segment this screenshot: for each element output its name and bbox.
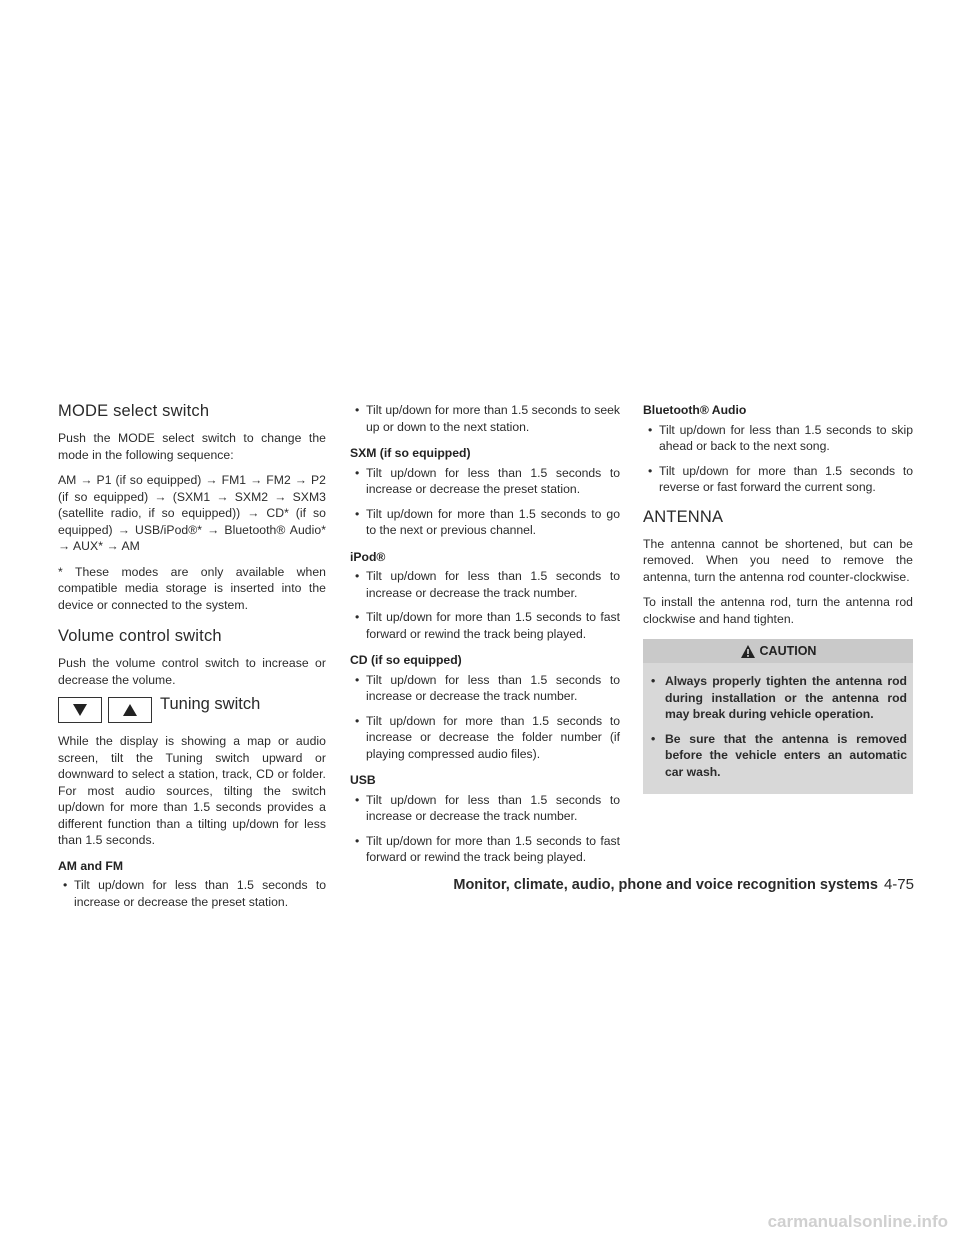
list-item: • Tilt up/down for less than 1.5 seconds to increase or decrease the track number.: [350, 568, 620, 601]
usb-subheading: USB: [350, 773, 376, 787]
usb-list: [350, 792, 620, 866]
list-item: • Tilt up/down for less than 1.5 seconds to increase or decrease the track number.: [350, 792, 620, 825]
caution-label: CAUTION: [759, 644, 817, 658]
list-item: • Tilt up/down for more than 1.5 seconds to seek up or down to the next station.: [350, 402, 620, 435]
volume-text: Push the volume control switch to increase or decrease the volume.: [58, 656, 326, 687]
tuning-up-key: [108, 697, 152, 723]
am-fm-list: [58, 877, 326, 910]
list-item: • Tilt up/down for more than 1.5 seconds to reverse or fast forward the current song.: [643, 463, 913, 496]
antenna-text-2: To install the antenna rod, turn the antenna rod clockwise and hand tighten.: [643, 595, 913, 626]
watermark: carmanualsonline.info: [767, 1212, 948, 1231]
volume-control-heading: Volume control switch: [58, 627, 222, 645]
list-item: • Tilt up/down for more than 1.5 seconds to fast forward or rewind the track being played.: [350, 609, 620, 642]
mode-select-heading: MODE select switch: [58, 402, 210, 420]
antenna-text-1: The antenna cannot be shortened, but can be removed. When you need to remove the antenna, turn the antenna rod counter-clockwise.: [643, 536, 913, 584]
list-item: • Tilt up/down for more than 1.5 seconds to increase or decrease the folder number (if playing compressed audio files).: [350, 713, 620, 763]
mode-intro-text: Push the MODE select switch to change the mode in the following sequence:: [58, 431, 326, 462]
column-1: [58, 402, 326, 920]
list-item: • Tilt up/down for more than 1.5 seconds to fast forward or rewind the track being played.: [350, 833, 620, 866]
ipod-list: [350, 568, 620, 642]
bluetooth-audio-subheading: Bluetooth® Audio: [643, 403, 747, 417]
ipod-subheading: iPod®: [350, 549, 386, 564]
page-number: 4-75: [883, 876, 914, 893]
list-item: • Tilt up/down for more than 1.5 seconds to go to the next or previous channel.: [350, 506, 620, 539]
list-item: • Tilt up/down for less than 1.5 seconds to increase or decrease the track number.: [350, 672, 620, 705]
list-item: • Tilt up/down for less than 1.5 seconds to increase or decrease the preset station.: [350, 465, 620, 498]
sxm-list: [350, 465, 620, 539]
caution-header: [643, 639, 913, 663]
cd-list: [350, 672, 620, 763]
column-3: [643, 402, 913, 794]
section-title: Monitor, climate, audio, phone and voice recognition systems: [453, 877, 878, 893]
am-fm-subheading: AM and FM: [58, 858, 123, 873]
mode-sequence-text: AM → P1 (if so equipped) → FM1 → FM2 → P2 (if so equipped) → (SXM1 → SXM2 → SXM3 (satellite radio, if so equipped)) → CD* (if so equipped) → USB/iPod®* → Bluetooth® Audio* → AUX* → AM: [58, 473, 326, 553]
list-item: • Tilt up/down for less than 1.5 seconds to increase or decrease the preset station.: [58, 877, 326, 910]
sxm-subheading: SXM (if so equipped): [350, 446, 471, 460]
mode-note-text: * These modes are only available when compatible media storage is inserted into the device or connected to the system.: [58, 564, 326, 612]
tuning-heading-row: [58, 694, 326, 723]
tuning-text: While the display is showing a map or audio screen, tilt the Tuning switch upward or downward to select a station, track, CD or folder. For most audio sources, tilting the switch up/down for more than 1.5 seconds provides a different function than a tilting up/down for less than 1.5 seconds.: [58, 734, 326, 847]
column-2: [350, 402, 620, 876]
cd-subheading: CD (if so equipped): [350, 653, 462, 667]
bluetooth-list: [643, 422, 913, 496]
page-footer: [453, 876, 914, 893]
list-item: • Always properly tighten the antenna rod during installation or the antenna rod may break during vehicle operation.: [643, 673, 907, 723]
caution-box: [643, 639, 913, 794]
warning-icon: [740, 644, 756, 659]
tuning-down-key: [58, 697, 102, 723]
caution-list: [643, 663, 913, 794]
tuning-switch-heading: Tuning switch: [160, 694, 261, 713]
list-item: • Be sure that the antenna is removed before the vehicle enters an automatic car wash.: [643, 731, 907, 781]
triangle-up-icon: [123, 704, 137, 716]
triangle-down-icon: [73, 704, 87, 716]
antenna-heading: ANTENNA: [643, 507, 724, 526]
list-item: • Tilt up/down for less than 1.5 seconds to skip ahead or back to the next song.: [643, 422, 913, 455]
am-fm-list-continued: [350, 402, 620, 435]
